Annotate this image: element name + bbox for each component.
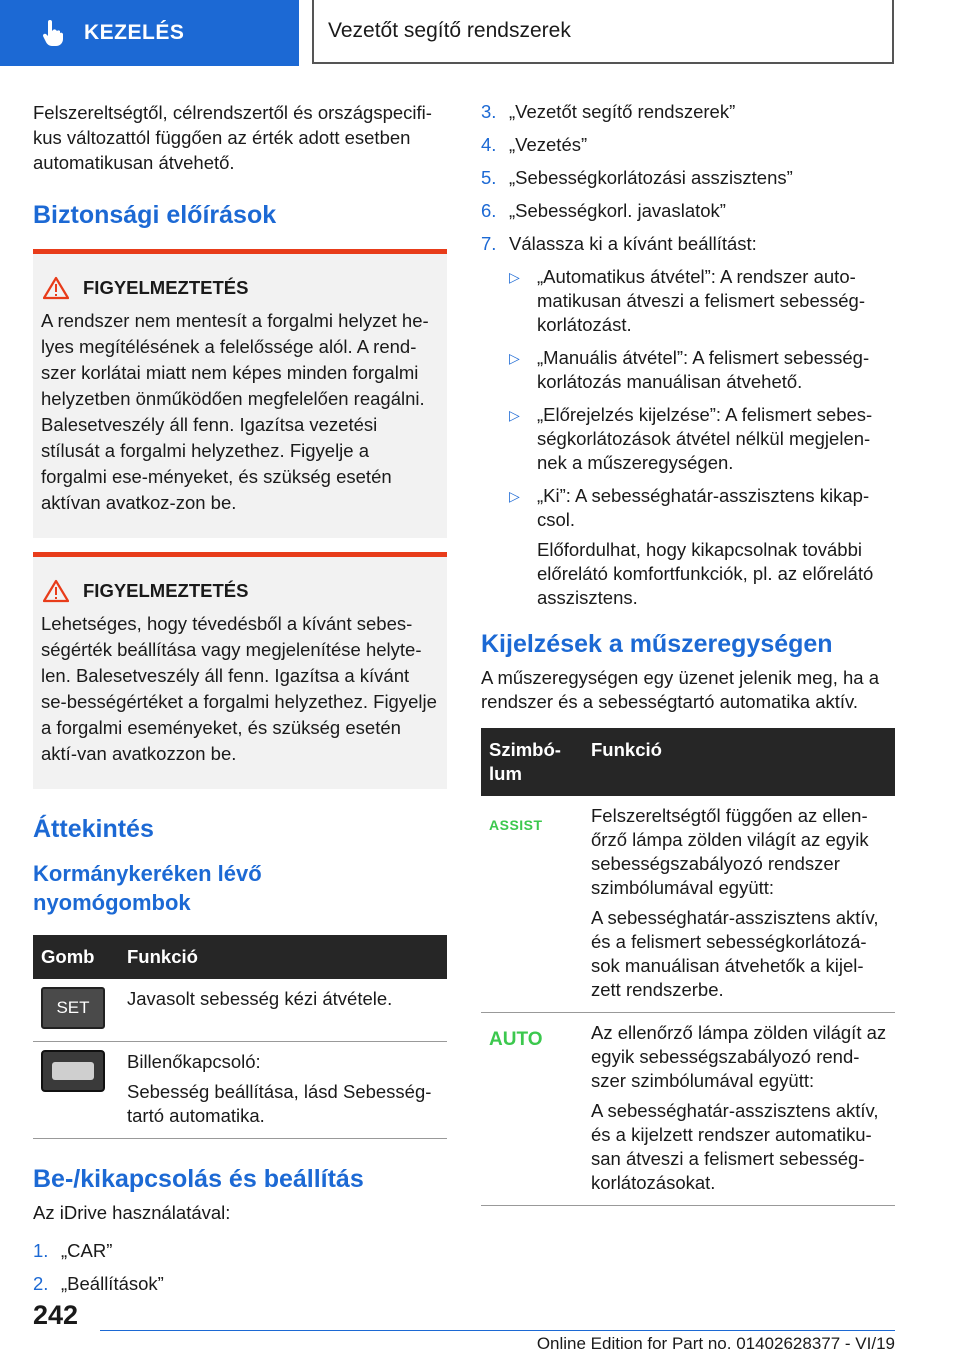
steps-list (33, 1239, 447, 1296)
footer-divider (100, 1330, 895, 1331)
row-function-detail: A sebességhatár-asszisztens aktív, és a felismert sebességkorlátozá-sok manuálisan átvehetők a kijel-zett rendszerbe. (591, 907, 879, 1000)
list-item: 6. „Sebességkorl. javaslatok” (481, 200, 726, 221)
triangle-bullet-icon: ▷ (509, 488, 520, 504)
warning-box-2 (33, 552, 447, 789)
warning-text: Lehetséges, hogy tévedésből a kívánt sebes-ségérték beállítása vagy megjelenítése helyte-len. Balesetveszély áll fenn. Igazítsa a kívánt se-bességértéket a forgalmi helyzethez. Figyelje a forgalmi eseményeket, és szükség esetén aktí-van avatkozzon be. (41, 613, 437, 764)
table-row (481, 1013, 895, 1206)
buttons-heading: Kormánykeréken lévő nyomógombok (33, 861, 262, 915)
option-note: Előfordulhat, hogy kikapcsolnak további előrelátó komfortfunkciók, pl. az előrelátó asszisztens. (537, 539, 874, 608)
table-row (481, 796, 895, 1013)
list-item: 3. „Vezetőt segítő rendszerek” (481, 101, 736, 122)
page-footer (0, 1300, 960, 1362)
list-item: 7. Válassza ki a kívánt beállítást: (481, 233, 757, 254)
symbols-table (481, 728, 895, 1206)
page-number: 242 (33, 1300, 79, 1330)
auto-symbol-icon: AUTO (489, 1029, 543, 1050)
intro-paragraph: Felszereltségtől, célrendszertől és országspecifi-kus változattól függően az érték adott esetben automatikusan átvehető. (33, 102, 432, 173)
warning-box-1 (33, 249, 447, 538)
warning-title: FIGYELMEZTETÉS (83, 277, 249, 298)
list-item: ▷ „Automatikus átvétel”: A rendszer auto-matikusan átveszi a felismert sebesség-korlátozást. (509, 266, 865, 335)
list-item: ▷ „Manuális átvétel”: A felismert sebesség-korlátozás manuálisan átvehető. (509, 347, 870, 392)
safety-heading: Biztonsági előírások (33, 201, 277, 229)
options-list (481, 265, 895, 532)
row-function-text: Billenőkapcsoló: (127, 1051, 261, 1072)
display-heading: Kijelzések a műszeregységen (481, 630, 833, 658)
row-function-detail: Sebesség beállítása, lásd Sebesség-tartó automatika. (127, 1081, 432, 1126)
table-header-function: Funkció (583, 728, 895, 796)
list-item: 5. „Sebességkorlátozási asszisztens” (481, 167, 793, 188)
triangle-bullet-icon: ▷ (509, 350, 520, 366)
overview-heading: Áttekintés (33, 815, 154, 843)
buttons-table (33, 935, 447, 1139)
row-function-detail: A sebességhatár-asszisztens aktív, és a kijelzett rendszer automatiku-san átveszi a felismert sebesség-korlátozásokat. (591, 1100, 879, 1193)
steps-list (481, 100, 895, 256)
left-column (33, 100, 447, 1305)
list-item: 2. „Beállítások” (33, 1273, 164, 1294)
warning-triangle-icon (43, 579, 69, 603)
list-item: 4. „Vezetés” (481, 134, 588, 155)
row-function-text: Az ellenőrző lámpa zölden világít az egyik sebességszabályozó rend-szer szimbólumával együtt: (591, 1022, 887, 1091)
assist-symbol-icon: ASSIST (489, 817, 543, 833)
onoff-heading: Be-/kikapcsolás és beállítás (33, 1165, 364, 1193)
list-item: ▷ „Ki”: A sebességhatár-asszisztens kikap-csol. (509, 485, 870, 530)
triangle-bullet-icon: ▷ (509, 269, 520, 285)
table-header-symbol: Szimbó-lum (481, 728, 583, 796)
onoff-intro: Az iDrive használatával: (33, 1202, 231, 1223)
warning-text: A rendszer nem mentesít a forgalmi helyzet he-lyes megítélésének a felelőssége alól. A rend-szer korlátai miatt nem képes minden forgalmi helyzetben önműködően megfelelően reagálni. Balesetveszély áll fenn. Igazítsa vezetési stílusát a forgalmi helyzethez. Figyelje a forgalmi ese-ményeket, és szükség esetén aktívan avatkoz-zon be. (41, 310, 429, 513)
right-column (481, 100, 895, 1206)
row-function-text: Felszereltségtől függően az ellen-őrző lámpa zölden világít az egyik sebességszabályozó rendszer szimbólumával együtt: (591, 805, 869, 898)
list-item: 1. „CAR” (33, 1240, 113, 1261)
triangle-bullet-icon: ▷ (509, 407, 520, 423)
section-title-box (312, 0, 894, 64)
table-header-button: Gomb (33, 935, 119, 979)
hand-pointer-icon (38, 19, 66, 47)
list-item: ▷ „Előrejelzés kijelzése”: A felismert sebes-ségkorlátozások átvétel nélkül megjelen-nek a műszeregységen. (509, 404, 873, 473)
rocker-switch-icon (41, 1050, 105, 1092)
warning-triangle-icon (43, 276, 69, 300)
warning-title: FIGYELMEZTETÉS (83, 580, 249, 601)
section-title: Vezetőt segítő rendszerek (328, 19, 571, 42)
chapter-tab-label: KEZELÉS (84, 21, 185, 44)
table-row (33, 979, 447, 1042)
table-header-function: Funkció (119, 935, 447, 979)
set-button-label: SET (56, 998, 90, 1017)
page-header (0, 0, 960, 66)
edition-text: Online Edition for Part no. 01402628377 - VI/19 (536, 1334, 895, 1353)
set-button-icon (41, 987, 105, 1029)
chapter-tab[interactable] (0, 0, 299, 66)
row-function-text: Javasolt sebesség kézi átvétele. (127, 988, 393, 1009)
display-intro: A műszeregységen egy üzenet jelenik meg, ha a rendszer és a sebességtartó automatika aktív. (481, 667, 879, 712)
table-row (33, 1042, 447, 1139)
